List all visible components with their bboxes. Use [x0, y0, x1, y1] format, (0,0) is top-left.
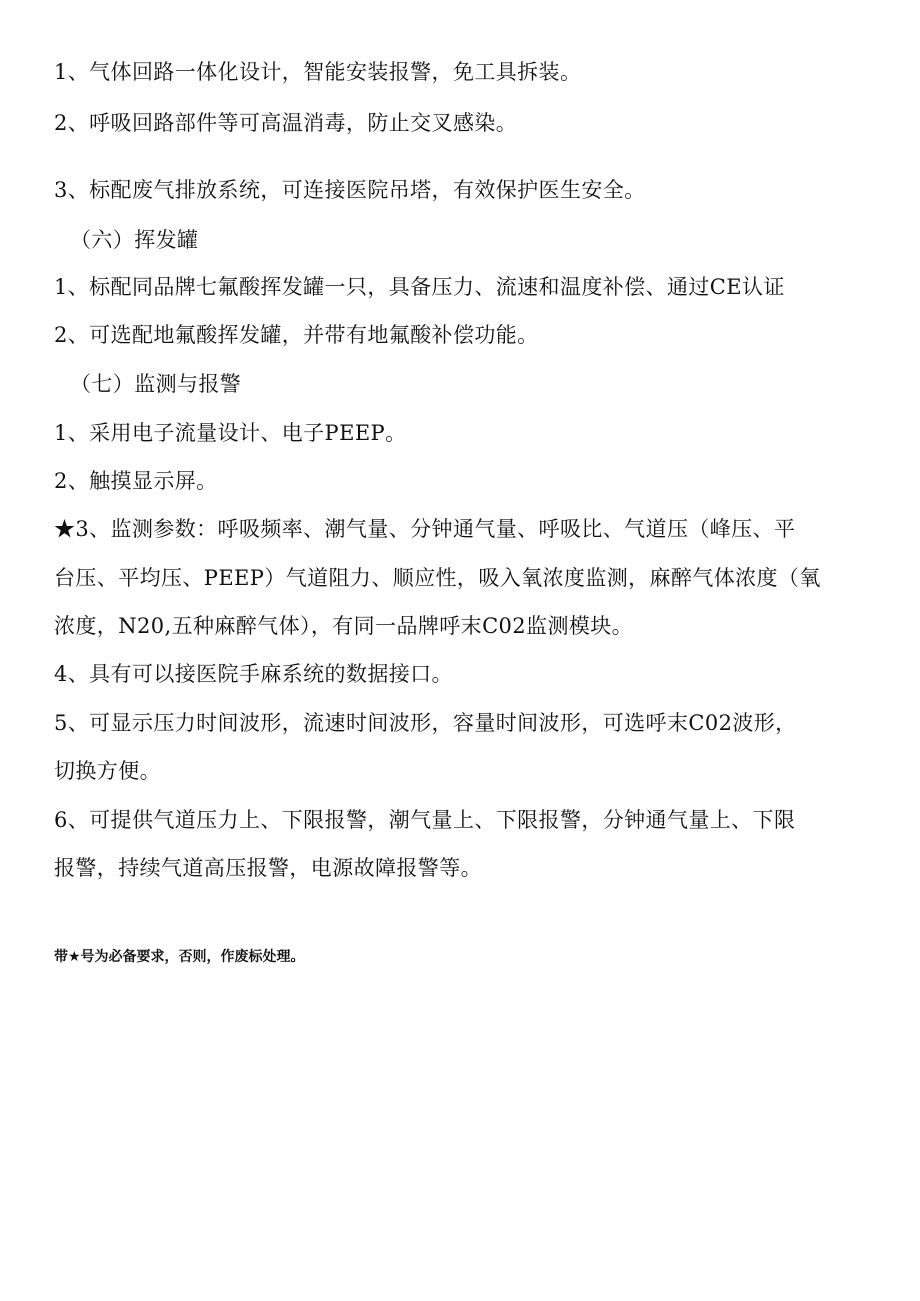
- section-heading: （六）挥发罐: [70, 228, 199, 252]
- text-line: 切换方便。: [54, 759, 161, 783]
- text-line: 报警，持续气道高压报警，电源故障报警等。: [54, 856, 482, 880]
- text-line: 4、具有可以接医院手麻系统的数据接口。: [54, 662, 453, 686]
- text-line: 2、呼吸回路部件等可高温消毒，防止交叉感染。: [54, 111, 518, 135]
- text-line: 2、触摸显示屏。: [54, 469, 218, 493]
- text-line: 1、采用电子流量设计、电子PEEP。: [54, 421, 407, 445]
- text-line: 5、可显示压力时间波形，流速时间波形，容量时间波形，可选呼末C02波形，: [54, 711, 797, 735]
- section-heading: （七）监测与报警: [70, 372, 242, 396]
- text-line: 1、气体回路一体化设计，智能安装报警，免工具拆装。: [54, 60, 582, 84]
- text-line: ★3、监测参数：呼吸频率、潮气量、分钟通气量、呼吸比、气道压（峰压、平: [54, 517, 796, 541]
- text-line: 浓度，N20,五种麻醉气体），有同一品牌呼末C02监测模块。: [54, 614, 634, 638]
- text-line: 3、标配废气排放系统，可连接医院吊塔，有效保护医生安全。: [54, 178, 646, 202]
- text-line: 2、可选配地氟酸挥发罐，并带有地氟酸补偿功能。: [54, 323, 539, 347]
- text-line: 台压、平均压、PEEP）气道阻力、顺应性，吸入氧浓度监测，麻醉气体浓度（氧: [54, 566, 821, 590]
- footnote: 带★号为必备要求，否则，作废标处理。: [54, 949, 305, 965]
- text-line: 1、标配同品牌七氟酸挥发罐一只，具备压力、流速和温度补偿、通过CE认证: [54, 275, 785, 299]
- text-line: 6、可提供气道压力上、下限报警，潮气量上、下限报警，分钟通气量上、下限: [54, 808, 796, 832]
